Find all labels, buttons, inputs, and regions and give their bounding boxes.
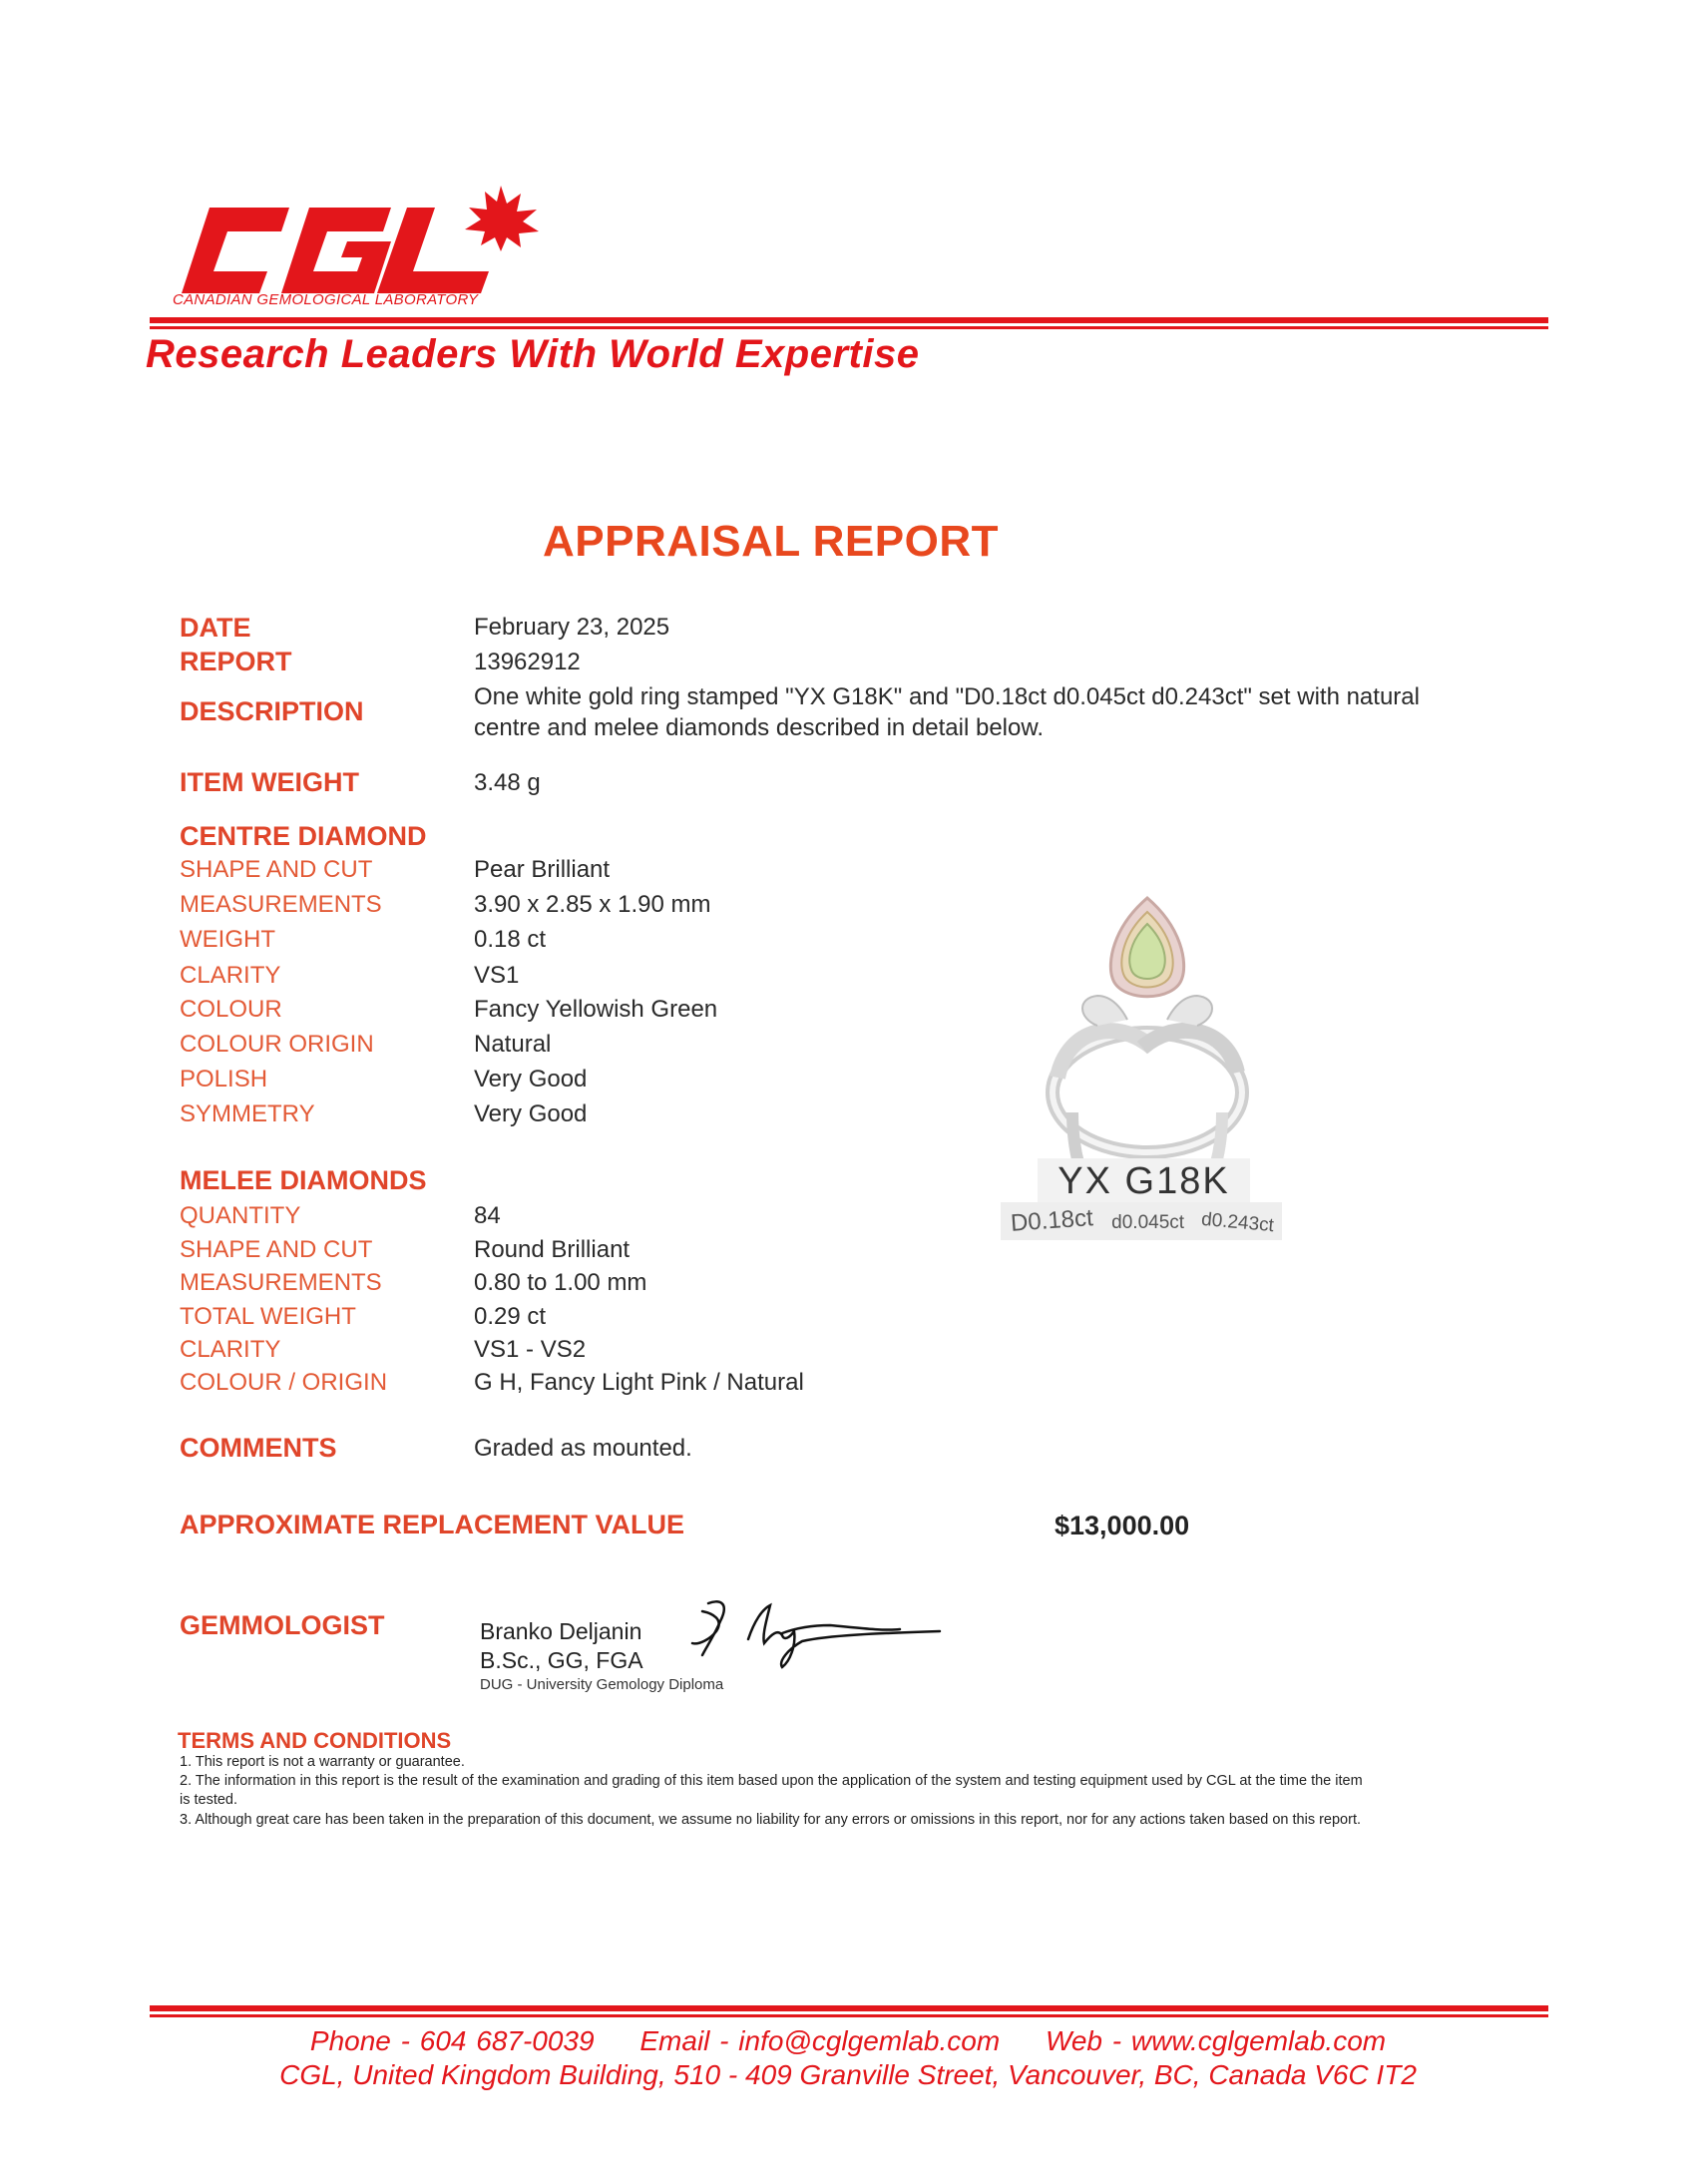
maple-leaf-icon <box>465 186 539 251</box>
report-title: APPRAISAL REPORT <box>542 517 1000 566</box>
replacement-value-label: APPROXIMATE REPLACEMENT VALUE <box>180 1510 685 1539</box>
melee-total-weight-label: TOTAL WEIGHT <box>180 1303 356 1330</box>
item-weight-value: 3.48 g <box>474 769 541 796</box>
header-rule-bottom <box>150 326 1548 329</box>
centre-symmetry-value: Very Good <box>474 1100 588 1127</box>
report-number: 13962912 <box>474 649 581 675</box>
melee-quantity-label: QUANTITY <box>180 1202 301 1229</box>
melee-clarity-label: CLARITY <box>180 1336 281 1363</box>
melee-measurements-label: MEASUREMENTS <box>180 1269 382 1296</box>
gemmologist-name: Branko Deljanin <box>480 1618 642 1644</box>
footer-contact <box>0 2025 1696 2057</box>
item-weight-label: ITEM WEIGHT <box>180 767 359 797</box>
footer-email[interactable]: Email - info@cglgemlab.com <box>639 2025 1001 2056</box>
footer-address: CGL, United Kingdom Building, 510 - 409 Granville Street, Vancouver, BC, Canada V6C IT2 <box>279 2059 1417 2090</box>
footer-rule-top <box>150 2005 1548 2011</box>
comments-label: COMMENTS <box>180 1433 337 1463</box>
footer-rule-bottom <box>150 2014 1548 2017</box>
gemmologist-label: GEMMOLOGIST <box>180 1610 385 1640</box>
stamp-d2: d0.045ct <box>1111 1212 1185 1233</box>
centre-measurements-label: MEASUREMENTS <box>180 891 382 918</box>
melee-shape-label: SHAPE AND CUT <box>180 1236 373 1263</box>
centre-shape-value: Pear Brilliant <box>474 856 611 883</box>
terms-heading: TERMS AND CONDITIONS <box>178 1728 452 1753</box>
footer-web[interactable]: Web - www.cglgemlab.com <box>1045 2025 1387 2056</box>
stamp-d1: D0.18ct <box>1010 1204 1094 1237</box>
centre-colour-value: Fancy Yellowish Green <box>474 996 718 1023</box>
centre-diamond-heading: CENTRE DIAMOND <box>180 821 427 851</box>
logo-letter-c <box>182 208 289 293</box>
date-label: DATE <box>180 613 251 643</box>
tagline: Research Leaders With World Expertise <box>146 332 920 376</box>
stamp-diamond-weights <box>1001 1202 1282 1240</box>
melee-diamonds-heading: MELEE DIAMONDS <box>180 1165 427 1195</box>
logo-letter-g <box>281 208 391 293</box>
melee-colour-origin-value: G H, Fancy Light Pink / Natural <box>474 1369 804 1396</box>
gemmologist-diploma: DUG - University Gemology Diploma <box>480 1676 724 1693</box>
logo-letter-l <box>377 208 489 293</box>
description-value: One white gold ring stamped "YX G18K" and "D0.18ct d0.045ct d0.243ct" set with natural centre and melee diamonds described in detail below. <box>474 683 1420 741</box>
logo-subtitle: CANADIAN GEMOLOGICAL LABORATORY <box>173 291 479 308</box>
centre-polish-value: Very Good <box>474 1066 588 1092</box>
melee-shape-value: Round Brilliant <box>474 1236 631 1263</box>
description-label: DESCRIPTION <box>180 696 364 726</box>
terms-item-1: 1. This report is not a warranty or guarantee. <box>180 1754 465 1770</box>
melee-total-weight-value: 0.29 ct <box>474 1303 547 1330</box>
centre-colour-label: COLOUR <box>180 996 282 1023</box>
melee-quantity-value: 84 <box>474 1202 501 1229</box>
comments-value: Graded as mounted. <box>474 1435 692 1462</box>
date-value: February 23, 2025 <box>474 614 670 641</box>
stamp-d3: d0.243ct <box>1199 1208 1275 1237</box>
header-rule-top <box>150 317 1548 323</box>
melee-clarity-value: VS1 - VS2 <box>474 1336 587 1363</box>
melee-measurements-value: 0.80 to 1.00 mm <box>474 1269 647 1296</box>
centre-colour-origin-label: COLOUR ORIGIN <box>180 1031 374 1058</box>
centre-shape-label: SHAPE AND CUT <box>180 856 373 883</box>
centre-clarity-value: VS1 <box>474 962 520 989</box>
terms-item-2: 2. The information in this report is the result of the examination and grading of this item based upon the application of the system and testing equipment used by CGL at the time the item is tested. <box>180 1773 1363 1808</box>
footer-phone[interactable]: Phone - 604 687-0039 <box>309 2025 595 2056</box>
replacement-value-amount: $13,000.00 <box>1055 1511 1190 1540</box>
centre-clarity-label: CLARITY <box>180 962 281 989</box>
centre-colour-origin-value: Natural <box>474 1031 552 1058</box>
centre-weight-label: WEIGHT <box>180 926 275 953</box>
centre-symmetry-label: SYMMETRY <box>180 1100 315 1127</box>
stamp-main: YX G18K <box>1038 1158 1250 1202</box>
centre-polish-label: POLISH <box>180 1066 268 1092</box>
gemmologist-signature <box>678 1591 948 1671</box>
melee-colour-origin-label: COLOUR / ORIGIN <box>180 1369 388 1396</box>
centre-weight-value: 0.18 ct <box>474 926 547 953</box>
report-label: REPORT <box>180 647 292 676</box>
gemmologist-credentials: B.Sc., GG, FGA <box>480 1647 643 1673</box>
centre-measurements-value: 3.90 x 2.85 x 1.90 mm <box>474 891 711 918</box>
terms-item-3: 3. Although great care has been taken in the preparation of this document, we assume no liability for any errors or omissions in this report, nor for any actions taken based on this report. <box>180 1812 1362 1828</box>
